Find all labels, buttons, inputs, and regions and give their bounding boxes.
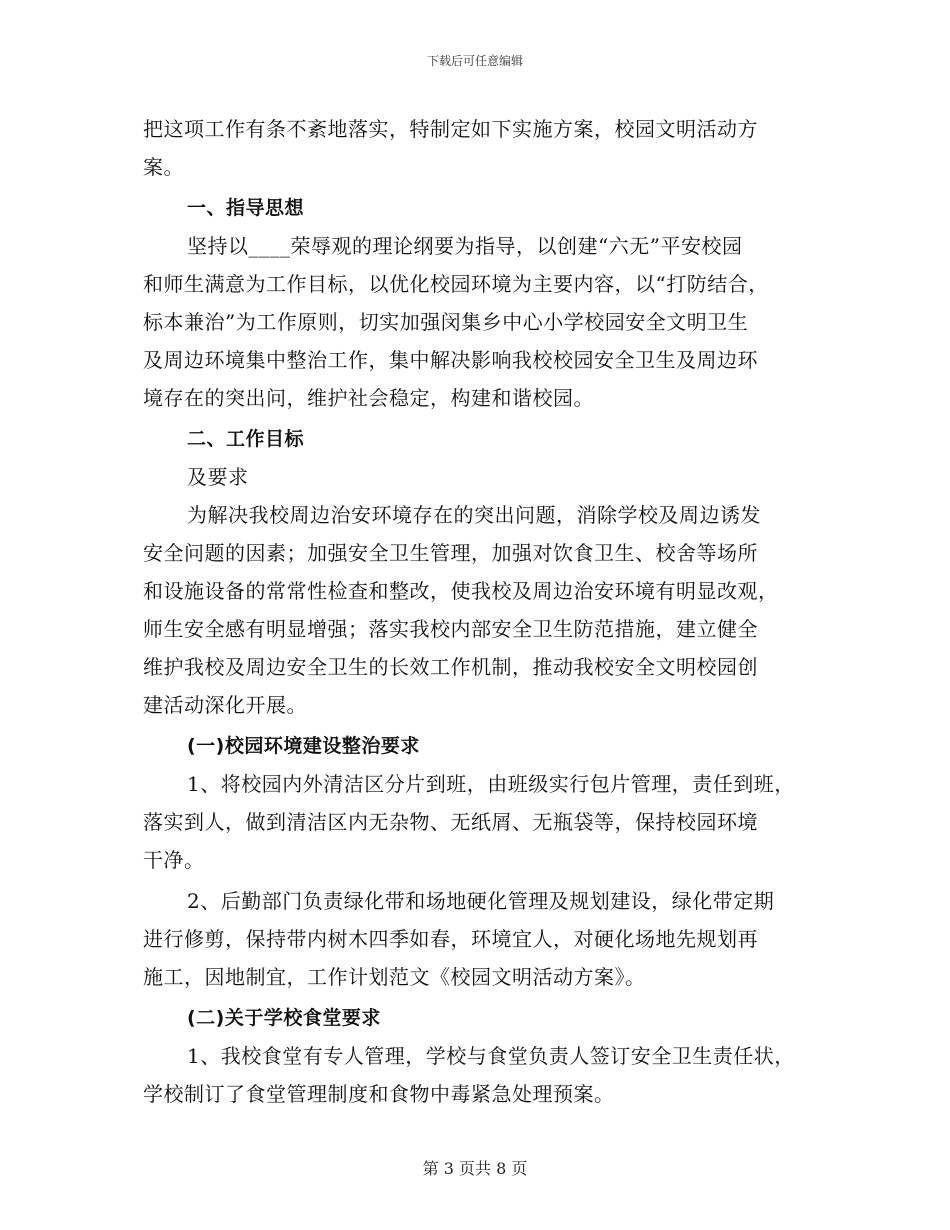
paragraph-line: 1、将校园内外清洁区分片到班，由班级实行包片管理，责任到班， (187, 772, 795, 796)
paragraph-line: 2、后勤部门负责绿化带和场地硬化管理及规划建设，绿化带定期 (187, 889, 775, 913)
paragraph-line: 维护我校及周边安全卫生的长效工作机制，推动我校安全文明校园创 (143, 655, 758, 679)
paragraph-line: 安全问题的因素；加强安全卫生管理，加强对饮食卫生、校舍等场所 (143, 541, 758, 565)
document-body (143, 110, 813, 1113)
paragraph-line: 和设施设备的常常性检查和整改，使我校及周边治安环境有明显改观， (143, 579, 779, 603)
paragraph-line: 建活动深化开展。 (143, 693, 307, 717)
paragraph-line: 及要求 (187, 465, 249, 489)
paragraph-line: 案。 (143, 155, 184, 179)
paragraph-line: 坚持以____荣辱观的理论纲要为指导，以创建“六无”平安校园 (187, 234, 743, 258)
subsection-heading-campus-environment: (一)校园环境建设整治要求 (187, 735, 420, 757)
paragraph-line: 师生安全感有明显增强；落实我校内部安全卫生防范措施，建立健全 (143, 617, 758, 641)
paragraph-line: 标本兼治”为工作原则，切实加强闵集乡中心小学校园安全文明卫生 (143, 310, 749, 334)
paragraph-line: 及周边环境集中整治工作，集中解决影响我校校园安全卫生及周边环 (143, 348, 758, 372)
paragraph-line: 落实到人，做到清洁区内无杂物、无纸屑、无瓶袋等，保持校园环境 (143, 810, 758, 834)
page-header: 下载后可任意编辑 (426, 54, 523, 68)
paragraph-line: 进行修剪，保持带内树木四季如春，环境宜人，对硬化场地先规划再 (143, 927, 758, 951)
section-heading-guiding-ideology: 一、指导思想 (187, 197, 305, 219)
paragraph-line: 施工，因地制宜，工作计划范文《校园文明活动方案》。 (143, 965, 646, 989)
paragraph-line: 境存在的突出问，维护社会稳定，构建和谐校园。 (143, 386, 594, 410)
paragraph-line: 1、我校食堂有专人管理，学校与食堂负责人签订安全卫生责任状， (187, 1044, 795, 1068)
page-number-footer: 第 3 页共 8 页 (422, 1159, 528, 1178)
paragraph-line: 为解决我校周边治安环境存在的突出问题，消除学校及周边诱发 (187, 503, 761, 527)
paragraph-line: 干净。 (143, 848, 205, 872)
paragraph-line: 和师生满意为工作目标，以优化校园环境为主要内容，以“打防结合， (143, 272, 769, 296)
paragraph-line: 学校制订了食堂管理制度和食物中毒紧急处理预案。 (143, 1082, 615, 1106)
section-heading-work-goals: 二、工作目标 (187, 428, 305, 450)
subsection-heading-canteen: (二)关于学校食堂要求 (187, 1007, 381, 1029)
paragraph-line: 把这项工作有条不紊地落实，特制定如下实施方案，校园文明活动方 (143, 117, 758, 141)
